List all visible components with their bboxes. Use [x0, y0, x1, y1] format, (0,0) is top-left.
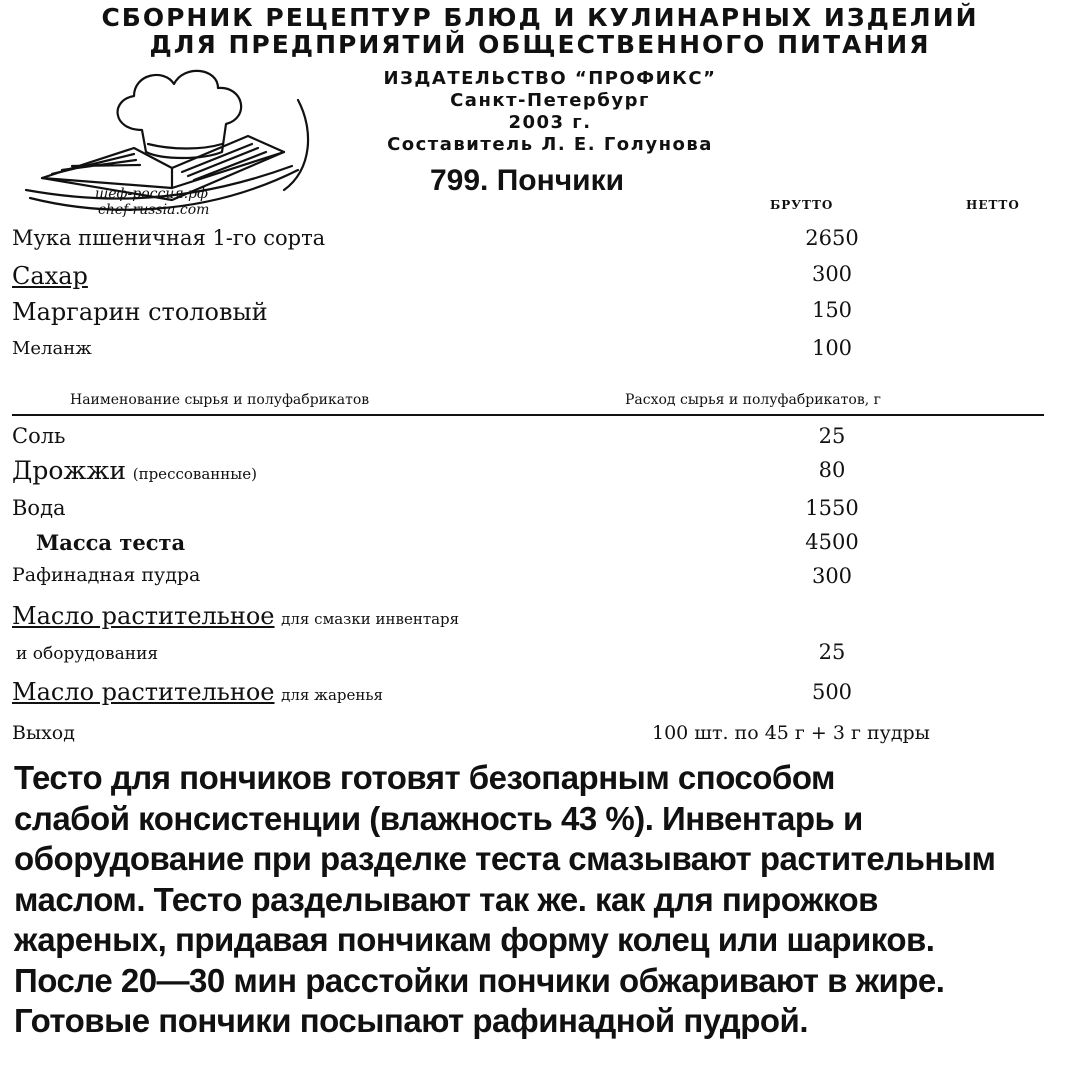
ingredient-row-oil-fry — [12, 678, 383, 706]
column-brutto: БРУТТО — [770, 198, 834, 212]
ingredient-name: Рафинадная пудра — [12, 564, 201, 586]
description-line: Готовые пончики посыпают рафинадной пудрой. — [14, 1002, 809, 1039]
recipe-title: 799. Пончики — [430, 164, 625, 197]
ingredient-value: 25 — [818, 424, 846, 448]
ingredient-row-oil-grease — [12, 602, 459, 630]
book-title-line-1: СБОРНИК РЕЦЕПТУР БЛЮД И КУЛИНАРНЫХ ИЗДЕЛИЙ — [101, 3, 979, 32]
description-line: оборудование при разделке теста смазывают растительным — [14, 840, 996, 877]
description-line: слабой консистенции (влажность 43 %). Инвентарь и — [14, 799, 863, 837]
description-line: Тесто для пончиков готовят безопарным способом — [14, 759, 835, 796]
ingredient-value: 1550 — [805, 496, 859, 520]
description-line: жареных, придавая пончикам форму колец или шариков. — [14, 921, 935, 958]
ingredient-row-yeast — [12, 456, 257, 485]
city: Санкт-Петербург — [450, 90, 650, 111]
table-header-amount: Расход сырья и полуфабрикатов, г — [625, 392, 881, 408]
ingredient-name: Мука пшеничная 1-го сорта — [12, 226, 326, 250]
ingredient-note: для смазки инвентаря — [281, 610, 460, 628]
ingredient-value: 80 — [818, 458, 846, 482]
logo-caption-domain-ru: шеф-россия.рф — [95, 186, 208, 202]
ingredient-value: 300 — [811, 564, 853, 588]
output-label: Выход — [12, 722, 75, 744]
book-title-line-2: ДЛЯ ПРЕДПРИЯТИЙ ОБЩЕСТВЕННОГО ПИТАНИЯ — [149, 30, 931, 59]
description-line: маслом. Тесто разделывают так же. как для пирожков — [14, 880, 878, 918]
ingredient-value: 2650 — [805, 226, 859, 250]
preparation-description — [14, 758, 1074, 1042]
ingredient-name: Вода — [12, 496, 66, 520]
ingredient-note: и оборудования — [16, 644, 159, 664]
compiler: Составитель Л. Е. Голунова — [387, 134, 713, 155]
logo-caption-domain-com: chef-russia.com — [98, 202, 210, 218]
table-header-name: Наименование сырья и полуфабрикатов — [70, 392, 370, 408]
ingredient-name: Сахар — [12, 262, 88, 290]
description-line: После 20—30 мин расстойки пончики обжаривают в жире. — [14, 961, 945, 999]
dough-mass-label: Масса теста — [36, 530, 186, 555]
ingredient-name: Масло растительное — [12, 602, 275, 630]
ingredient-value: 500 — [811, 680, 853, 704]
ingredient-note: (прессованные) — [132, 465, 257, 483]
year: 2003 г. — [508, 112, 592, 133]
table-divider — [12, 414, 1044, 416]
column-netto: НЕТТО — [966, 198, 1020, 212]
ingredient-name: Меланж — [12, 338, 92, 359]
ingredient-note: для жаренья — [281, 686, 384, 704]
ingredient-name: Масло растительное — [12, 678, 275, 706]
ingredient-value: 100 — [811, 336, 853, 360]
ingredient-name: Дрожжи — [12, 456, 127, 485]
ingredient-value: 4500 — [805, 530, 859, 554]
ingredient-value: 150 — [811, 298, 853, 322]
ingredient-name: Соль — [12, 424, 66, 448]
ingredient-value: 25 — [818, 640, 846, 664]
ingredient-value: 300 — [811, 262, 853, 286]
publisher: ИЗДАТЕЛЬСТВО “ПРОФИКС” — [383, 68, 717, 89]
ingredient-name: Маргарин столовый — [12, 298, 268, 326]
output-value: 100 шт. по 45 г + 3 г пудры — [652, 722, 930, 744]
